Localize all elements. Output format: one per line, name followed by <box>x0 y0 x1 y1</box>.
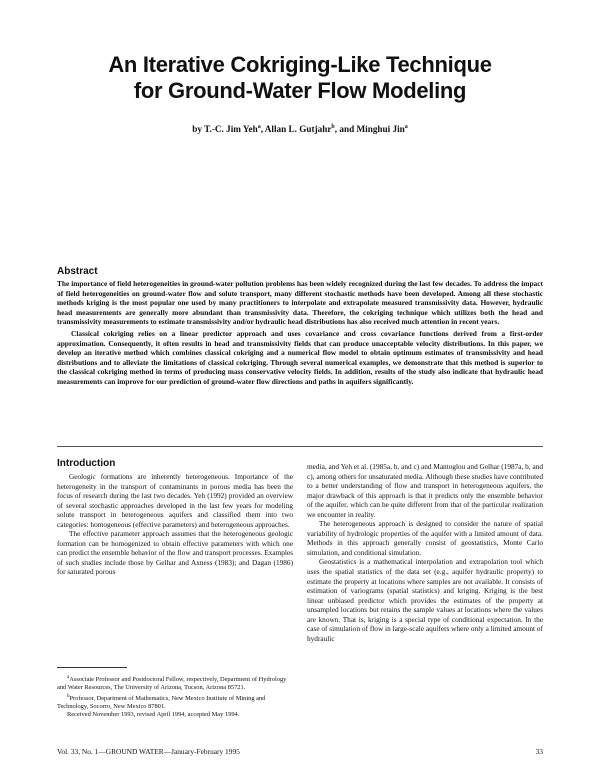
abstract-heading: Abstract <box>57 266 98 277</box>
author-1-affiliation: a <box>257 124 261 130</box>
page-number: 33 <box>535 747 543 756</box>
intro-paragraph-5: Geostatistics is a mathematical interpolation and extrapolation tool which uses the spatial statistics of the data set (e.g., aquifer hydraulic property) to estimate the property at locations where samples are not available. It consists of estimation of variograms (spatial statistics) and kriging. Kriging is the best linear unbiased predictor which provides the estimates of the property at unsampled locations but retains the sample values at locations where the values are known. That is, kriging is a special type of conditional expectation. In the case of simulation of flow in large-scale aquifers where only a limited amount of hydraulic <box>307 557 543 643</box>
title-line-2: for Ground-Water Flow Modeling <box>133 78 467 103</box>
footnote-a-mark: a <box>67 675 70 680</box>
abstract-paragraph-2: Classical cokriging relies on a linear predictor approach and uses covariance and cross covariance functions derived from a first-order approximation. Consequently, it often results in head and transmissivity fields that can produce unacceptable velocity distributions. In this paper, we develop an iterative method which combines classical cokriging and a numerical flow model to obtain optimum estimates of transmissivity and head distributions and to alleviate the limitations of classical cokriging. Through several numerical examples, we demonstrate that this method is superior to the classical cokriging method in terms of producing mass conservative velocity fields. In addition, results of the study also indicate that hydraulic head measurements can improve for our prediction of ground-water flow directions and paths in aquifers significantly. <box>57 328 543 386</box>
introduction-heading: Introduction <box>57 458 116 469</box>
intro-paragraph-4: The heterogeneous approach is designed to consider the nature of spatial variability of hydrologic properties of the aquifer with a limited amount of data. Methods in this approach generally consist of geostatistics, Monte Carlo simulation, and conditional simulation. <box>307 519 543 557</box>
abstract-body <box>57 279 543 387</box>
abstract-paragraph-1: The importance of field heterogeneities in ground-water pollution problems has been widely recognized during the last few decades. To address the impact of field heterogeneities on ground-water flow and solute transport, many different stochastic methods have been developed. Among all these stochastic methods kriging is the most popular one used by many practitioners to interpolate and extrapolate measured transmissivity data. However, hydraulic head measurements are generally more abundant than transmissivity data. Therefore, the cokriging technique which utilizes both the head and transmissivity measurements to estimate transmissivity and/or hydraulic head distributions has also received much attention in recent years. <box>57 279 543 327</box>
authors-and: and <box>339 124 355 135</box>
right-column <box>307 462 543 643</box>
intro-paragraph-1: Geologic formations are inherently heterogeneous. Importance of the heterogeneity in the transport of contaminants in porous media has been the focus of research during the last two decades. Yeh (1992) provided an overview of several stochastic approaches developed in the last few years for modeling solute transport in heterogeneous aquifers and classified them into two categories: homogeneous (effective parameters) and heterogeneous approaches. <box>57 472 293 529</box>
footnote-divider <box>57 667 127 668</box>
author-3: Minghui Jin <box>356 124 405 135</box>
intro-paragraph-2: The effective parameter approach assumes that the heterogeneous geologic formation can be homogenized to obtain effective parameters with which one can predict the ensemble behavior of the flow and transport processes. Examples of such studies include those by Gelhar and Axness (1983); and Dagan (1986) for saturated porous <box>57 529 293 577</box>
footnote-b: $^b$Professor, Department of Mathematics, New Mexico Institute of Mining and Technology, Socorro, New Mexico 87801. <box>57 693 266 710</box>
paper-title <box>60 52 540 104</box>
author-line: by T.-C. Jim Yeh$^a$, Allan L. Gutjahr$^b$, and Minghui Jin$^a$ <box>192 124 408 135</box>
author-2: Allan L. Gutjahr <box>264 124 332 135</box>
intro-paragraph-3: media, and Yeh et al. (1985a, b, and c) and Mantoglou and Gelhar (1987a, b, and c), among others for unsaturated media. Although these studies have contributed to a better understanding of flow and transport in heterogeneous aquifers, the major drawback of this approach is that it predicts only the ensemble behavior of the aquifer, which can be quite different from that of the particular realization we encounter in reality. <box>307 462 543 519</box>
author-3-affiliation: a <box>404 124 408 130</box>
footnote-b-mark: b <box>67 693 70 699</box>
footnote-a: $^a$Associate Professor and Postdoctoral Fellow, respectively, Department of Hydrology and Water Resources, The University of Arizona, Tucson, Arizona 85721. <box>57 675 287 692</box>
left-column <box>57 458 293 577</box>
received-dates: Received November 1993, revised April 1994, accepted May 1994. <box>67 711 240 719</box>
footnotes <box>57 674 293 719</box>
author-1: T.-C. Jim Yeh <box>204 124 258 135</box>
journal-citation: Vol. 33, No. 1—GROUND WATER—January-February 1995 <box>57 747 240 756</box>
section-divider <box>57 446 543 447</box>
authors-prefix: by <box>192 124 202 135</box>
title-line-1: An Iterative Cokriging-Like Technique <box>108 52 492 77</box>
author-2-affiliation: b <box>331 124 335 130</box>
